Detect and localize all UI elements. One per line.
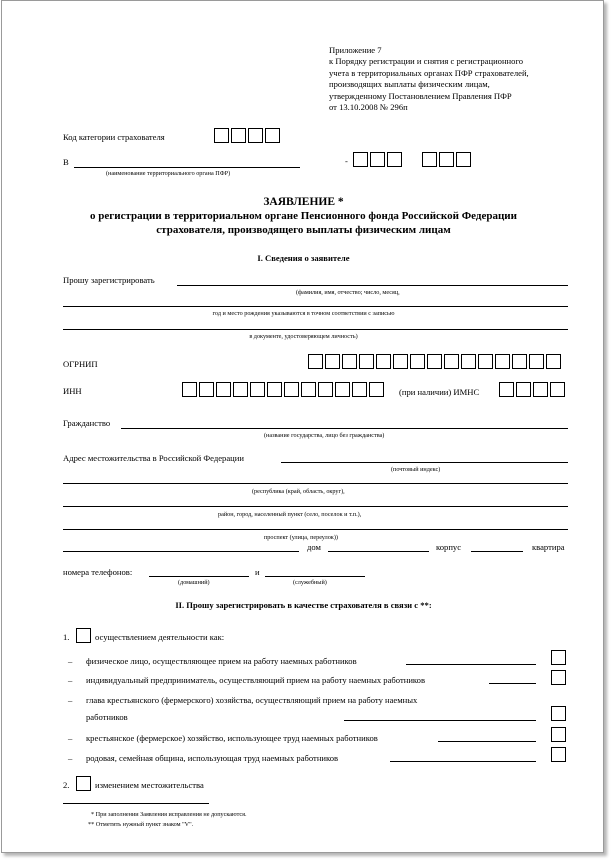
caption-doc-wrap [2,333,605,340]
document-subtitle: о регистрации в территориальном органе Пенсионного фонда Российской Федерации [90,210,517,222]
category-code-cell[interactable] [265,128,280,143]
address-label: Адрес местожительства в Российской Федерации [63,453,244,463]
sub-item-line [344,720,536,721]
street-name-field[interactable] [63,551,299,552]
pfr-code-cell[interactable] [422,152,437,167]
category-code-label: Код категории страхователя [63,132,165,142]
item-2-number: 2. [63,780,70,790]
pfr-code-cell[interactable] [456,152,471,167]
caption-birth: год и место рождения указываются в точном соответствии с записью [212,310,395,317]
street-field[interactable] [63,529,568,530]
pfr-organ-caption: (наименование территориального органа ПФР) [106,170,231,177]
korpus-label: корпус [436,542,462,552]
inn-cell[interactable] [318,382,333,397]
inn-cell[interactable] [335,382,350,397]
imns-label: (при наличии) ИМНС [399,387,480,397]
sub-item-label-continued: работников [86,712,128,722]
applicant-doc-field[interactable] [63,329,568,330]
sub-item-label: индивидуальный предприниматель, осуществляющий прием на работу наемных работников [86,675,426,685]
category-code-cell[interactable] [231,128,246,143]
to-label: В [63,157,69,167]
sub-item-checkbox[interactable] [551,706,566,721]
bullet: – [68,656,73,666]
ogrnip-cell[interactable] [512,354,527,369]
appendix-note-line: утвержденному Постановлением Правления ПФР [329,90,512,101]
sub-item-label: крестьянское (фермерское) хозяйство, использующее труд наемных работников [86,733,378,743]
pfr-code-cell[interactable] [370,152,385,167]
inn-cell[interactable] [216,382,231,397]
ogrnip-cell[interactable] [410,354,425,369]
ogrnip-cell[interactable] [359,354,374,369]
appendix-note-line: учета в территориальных органах ПФР страхователей, [329,67,529,78]
pfr-code-cell[interactable] [439,152,454,167]
item-1-number: 1. [63,632,70,642]
ogrnip-cell[interactable] [376,354,391,369]
applicant-name-field[interactable] [177,285,568,286]
document-title: ЗАЯВЛЕНИЕ * [263,196,344,208]
ogrnip-cell[interactable] [444,354,459,369]
ogrnip-cell[interactable] [427,354,442,369]
home-phone-field[interactable] [149,576,249,577]
apartment-label: квартира [532,542,565,552]
citizenship-caption: (название государства, лицо без гражданства) [264,432,385,439]
dash-separator: - [345,156,348,166]
applicant-birth-field[interactable] [63,306,568,307]
sub-item-checkbox[interactable] [551,670,566,685]
caption-fio: (фамилия, имя, отчество; число, месяц, [296,289,400,296]
item-1-label: осуществлением деятельности как: [95,632,225,642]
caption-region: (республика (край, область, округ), [252,488,345,495]
sub-item-checkbox[interactable] [551,747,566,762]
appendix-note [329,45,529,113]
bullet: – [68,675,73,685]
footnote-1: * При заполнении Заявления исправления не допускаются. [91,811,247,818]
appendix-note-line: от 13.10.2008 № 296п [329,102,408,113]
footnote-2: ** Отметить нужный пункт знаком "V". [88,821,194,828]
ogrnip-cell[interactable] [461,354,476,369]
ogrnip-cell[interactable] [393,354,408,369]
request-label: Прошу зарегистрировать [63,275,155,285]
inn-cell[interactable] [369,382,384,397]
sub-item-line [406,664,536,665]
caption-district: район, город, населенный пункт (село, поселок и т.п.), [218,511,362,518]
pfr-code-cell[interactable] [387,152,402,167]
category-code-cell[interactable] [248,128,263,143]
application-form-page [1,0,604,853]
ogrnip-cell[interactable] [529,354,544,369]
imns-cell[interactable] [516,382,531,397]
category-code-cell[interactable] [214,128,229,143]
inn-cell[interactable] [250,382,265,397]
imns-cell[interactable] [533,382,548,397]
section-1-title: I. Сведения о заявителе [257,253,350,263]
caption-street: проспект (улица, переулок)) [264,534,338,541]
bullet: – [68,695,73,705]
inn-label: ИНН [63,386,82,396]
appendix-note-line: Приложение 7 [329,45,382,55]
postal-code-field[interactable] [281,462,568,463]
sub-item-line [390,761,536,762]
document-subtitle: страхователя, производящего выплаты физическим лицам [156,224,451,236]
caption-birth-wrap [2,310,605,317]
ogrnip-cell[interactable] [546,354,561,369]
ogrnip-cell[interactable] [325,354,340,369]
ogrnip-label: ОГРНИП [63,359,98,369]
district-field[interactable] [63,506,568,507]
pfr-code-cell[interactable] [353,152,368,167]
citizenship-label: Гражданство [63,418,111,428]
imns-cell[interactable] [499,382,514,397]
sub-item-label: глава крестьянского (фермерского) хозяйства, осуществляющий прием на работу наемных [86,695,418,705]
caption-home: (домашний) [178,579,210,586]
activity-checkbox[interactable] [76,628,91,643]
sub-item-label: родовая, семейная община, использующая труд наемных работников [86,753,339,763]
ogrnip-cell[interactable] [495,354,510,369]
bullet: – [68,753,73,763]
ogrnip-cell[interactable] [478,354,493,369]
house-label: дом [307,542,321,552]
inn-cell[interactable] [352,382,367,397]
house-field[interactable] [328,551,429,552]
work-phone-field[interactable] [265,576,365,577]
item-2-label: изменением местожительства [95,780,204,790]
relocation-checkbox[interactable] [76,776,91,791]
inn-cell[interactable] [199,382,214,397]
region-field[interactable] [63,483,568,484]
ogrnip-cell[interactable] [308,354,323,369]
and-label: и [255,567,260,577]
imns-cell[interactable] [550,382,565,397]
citizenship-field[interactable] [121,428,568,429]
caption-work: (служебный) [293,579,327,586]
section-2-title: II. Прошу зарегистрировать в качестве страхователя в связи с **: [175,600,432,610]
footnote-divider [63,803,209,804]
inn-cell[interactable] [284,382,299,397]
sub-item-checkbox[interactable] [551,727,566,742]
ogrnip-cell[interactable] [342,354,357,369]
sub-item-line [489,683,536,684]
inn-cell[interactable] [301,382,316,397]
appendix-note-line: производящих выплаты физическим лицам, [329,79,490,90]
korpus-field[interactable] [471,551,523,552]
sub-item-line [438,741,536,742]
sub-item-label: физическое лицо, осуществляющее прием на работу наемных работников [86,656,357,666]
bullet: – [68,733,73,743]
inn-cell[interactable] [233,382,248,397]
caption-postal: (почтовый индекс) [391,466,441,473]
caption-doc: в документе, удостоверяющем личность) [249,333,358,340]
inn-cell[interactable] [267,382,282,397]
sub-item-checkbox[interactable] [551,650,566,665]
phones-label: номера телефонов: [63,567,133,577]
pfr-organ-field[interactable] [74,167,300,168]
inn-cell[interactable] [182,382,197,397]
appendix-note-line: к Порядку регистрации и снятия с регистрационного [329,56,524,67]
